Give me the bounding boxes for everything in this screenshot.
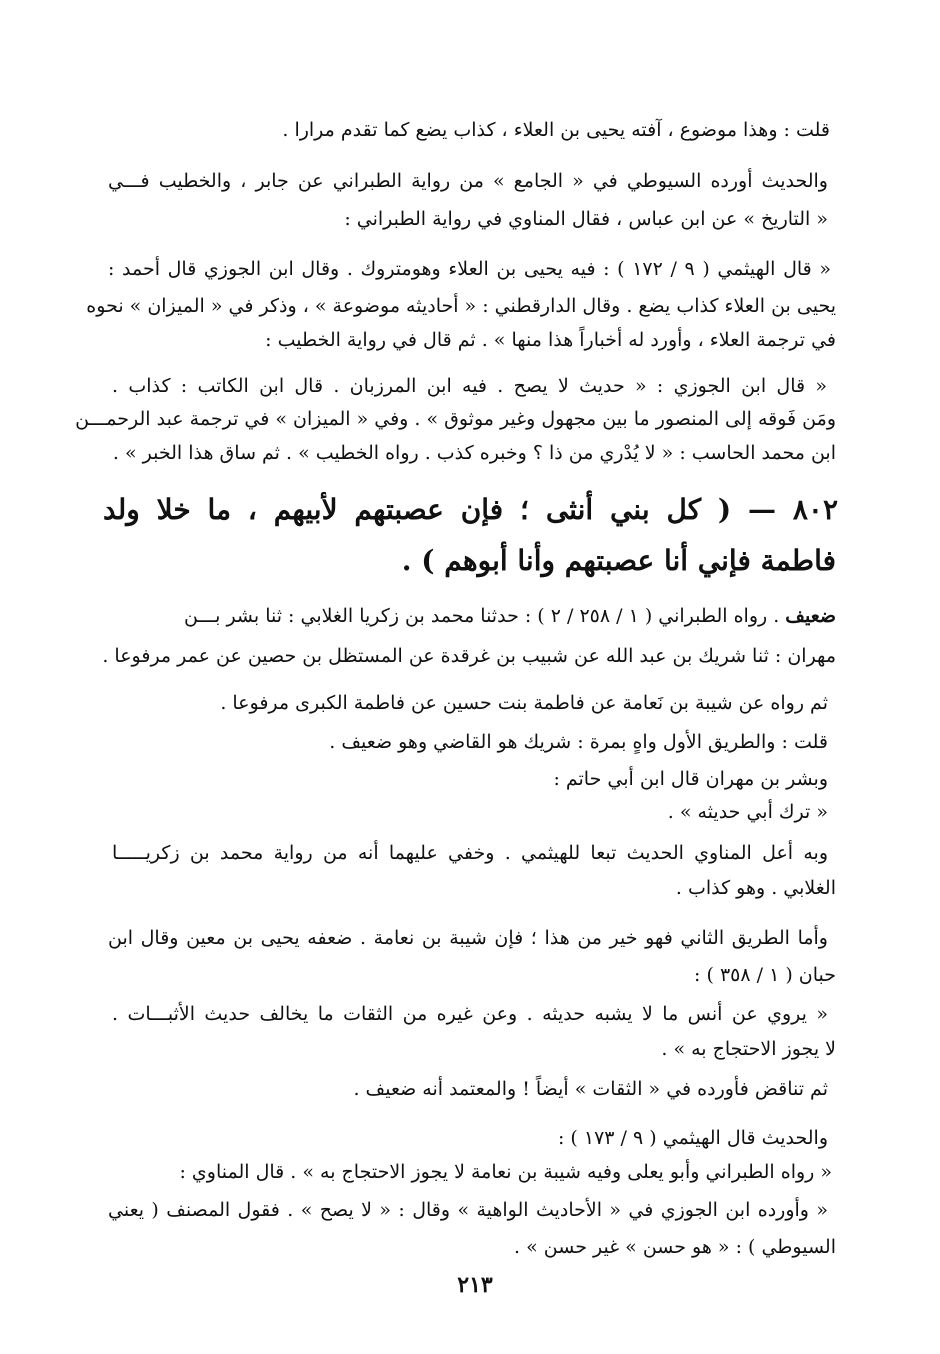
text-line: ومَن فَوقه إلى المنصور ما بين مجهول وغير موثوق » . وفي « الميزان » في ترجمة عبد الرحمـــن <box>75 408 836 430</box>
text-line: السيوطي ) : « هو حسن » غير حسن » . <box>514 1236 836 1258</box>
text-line: في ترجمة العلاء ، وأورد له أخباراً هذا منها » . ثم قال في رواية الخطيب : <box>265 329 836 351</box>
text-line: قلت : وهذا موضوع ، آفته يحيى بن العلاء ، كذاب يضع كما تقدم مرارا . <box>282 119 830 141</box>
text-line: وبه أعل المناوي الحديث تبعا للهيثمي . وخفي عليهما أنه من رواية محمد بن زكريـــــا <box>112 842 828 864</box>
text-line: « التاريخ » عن ابن عباس ، فقال المناوي في رواية الطبراني : <box>344 208 828 230</box>
text-line: يحيى بن العلاء كذاب يضع . وقال الدارقطني : « أحاديثه موضوعة » ، وذكر في « الميزان » نحوه <box>86 295 836 317</box>
text-line: وبشر بن مهران قال ابن أبي حاتم : <box>553 768 828 790</box>
text-line: « يروي عن أنس ما لا يشبه حديثه . وعن غيره من الثقات ما يخالف حديث الأثبـــات . <box>112 1003 828 1025</box>
text-line: والحديث أورده السيوطي في « الجامع » من رواية الطبراني عن جابر ، والخطيب فـــي <box>108 170 828 192</box>
hadith-heading: ٨٠٢ — ( كل بني أنثى ؛ فإن عصبتهم لأبيهم ، ما خلا ولد <box>103 493 838 526</box>
text-line: « وأورده ابن الجوزي في « الأحاديث الواهية » وقال : « لا يصح » . فقول المصنف ( يعني <box>108 1199 828 1221</box>
grading-line <box>108 601 836 631</box>
text-line: لا يجوز الاحتجاج به » . <box>661 1038 836 1060</box>
text-line: الغلابي . وهو كذاب . <box>675 877 836 899</box>
text-line: قلت : والطريق الأول واهٍ بمرة : شريك هو القاضي وهو ضعيف . <box>329 731 828 753</box>
grade-word: ضعيف <box>785 605 836 627</box>
text-line: « رواه الطبراني وأبو يعلى وفيه شيبة بن نعامة لا يجوز الاحتجاج به » . قال المناوي : <box>179 1161 832 1183</box>
text-line: حبان ( ١ / ٣٥٨ ) : <box>694 964 836 986</box>
hadith-heading: فاطمة فإني أنا عصبتهم وأنا أبوهم ) . <box>401 544 836 577</box>
text-line: مهران : ثنا شريك بن عبد الله عن شبيب بن غرقدة عن المستظل بن حصين عن عمر مرفوعا . <box>102 645 836 667</box>
text-line: ثم رواه عن شيبة بن نَعامة عن فاطمة بنت حسين عن فاطمة الكبرى مرفوعا . <box>220 692 828 714</box>
text-line: ابن محمد الحاسب : « لا يُدْري من ذا ؟ وخبره كذب . رواه الخطيب » . ثم ساق هذا الخبر » . <box>112 442 836 464</box>
page-number: ٢١٣ <box>457 1272 493 1298</box>
text-line: وأما الطريق الثاني فهو خير من هذا ؛ فإن شيبة بن نعامة . ضعفه يحيى بن معين وقال ابن <box>108 927 828 949</box>
grade-text: . رواه الطبراني ( ١ / ٢٥٨ / ٢ ) : حدثنا محمد بن زكريا الغلابي : ثنا بشر بـــن <box>183 605 780 627</box>
text-line: « قال الهيثمي ( ٩ / ١٧٢ ) : فيه يحيى بن العلاء وهومتروك . وقال ابن الجوزي قال أحمد : <box>108 258 831 280</box>
text-line: « قال ابن الجوزي : « حديث لا يصح . فيه ابن المرزبان . قال ابن الكاتب : كذاب . <box>112 375 827 397</box>
text-line: والحديث قال الهيثمي ( ٩ / ١٧٣ ) : <box>557 1127 828 1149</box>
text-line: « ترك أبي حديثه » . <box>667 801 828 823</box>
text-line: ثم تناقض فأورده في « الثقات » أيضاً ! والمعتمد أنه ضعيف . <box>353 1078 828 1100</box>
